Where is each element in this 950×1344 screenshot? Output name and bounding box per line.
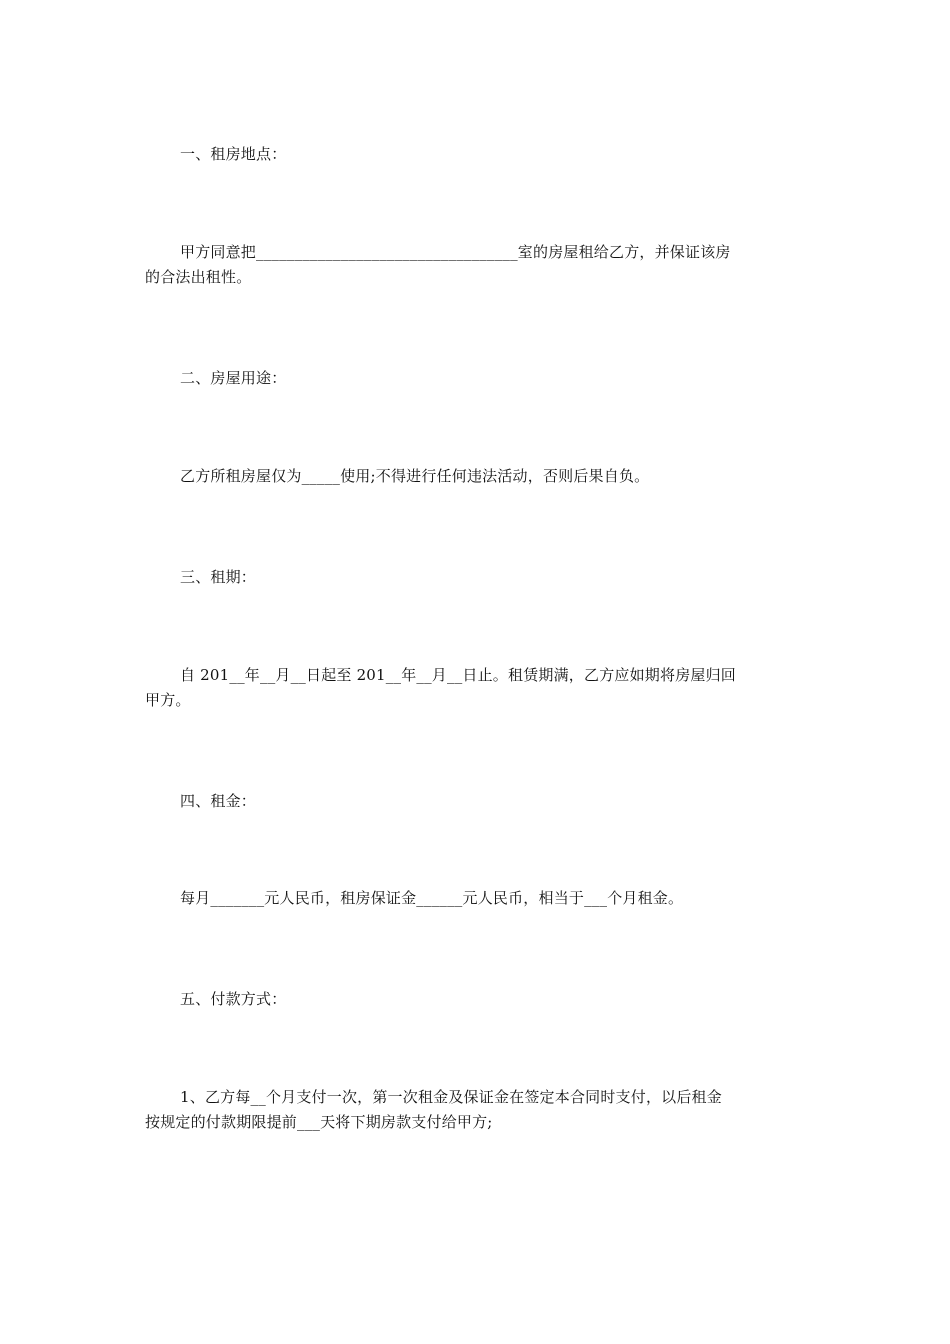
paragraph-payment-line-2: 按规定的付款期限提前___天将下期房款支付给甲方; — [145, 1113, 493, 1131]
paragraph-payment-line-1: 1、乙方每__个月支付一次，第一次租金及保证金在签定本合同时支付，以后租金 — [180, 1088, 722, 1106]
paragraph-term-line-1: 自 201__年__月__日起至 201__年__月__日止。租赁期满，乙方应如期将房屋归回 — [180, 666, 736, 684]
section-heading-term: 三、租期： — [180, 568, 257, 586]
section-heading-payment: 五、付款方式： — [180, 990, 287, 1008]
section-heading-rent: 四、租金： — [180, 792, 257, 810]
paragraph-location-line-1: 甲方同意把__________________________________室的房屋租给乙方，并保证该房 — [180, 243, 731, 261]
paragraph-rent-line-1: 每月_______元人民币，租房保证金______元人民币，相当于___个月租金。 — [180, 889, 684, 907]
section-heading-usage: 二、房屋用途： — [180, 369, 287, 387]
paragraph-usage-line-1: 乙方所租房屋仅为_____使用;不得进行任何违法活动，否则后果自负。 — [180, 467, 650, 485]
paragraph-location-line-2: 的合法出租性。 — [145, 268, 252, 286]
paragraph-term-line-2: 甲方。 — [145, 691, 191, 709]
section-heading-location: 一、租房地点： — [180, 145, 287, 163]
